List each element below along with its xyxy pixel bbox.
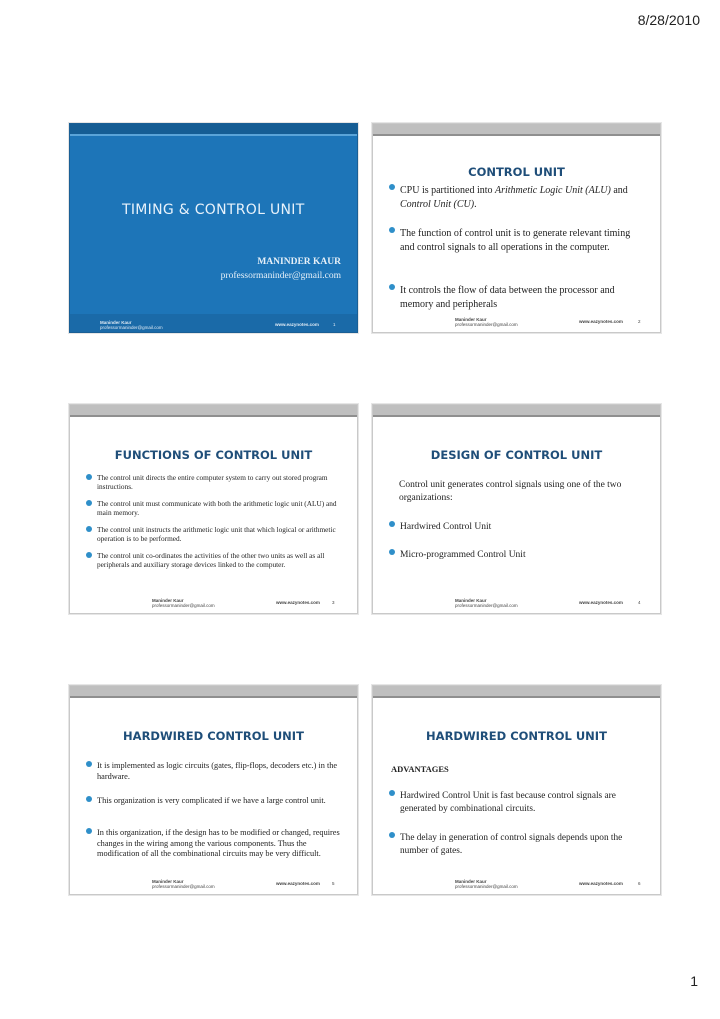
bullet-1 [400, 184, 645, 212]
footer-author: Maninder Kaur [152, 598, 184, 603]
footer-author: Maninder Kaur [455, 879, 487, 884]
footer-site: www.eazynotes.com [579, 881, 623, 886]
bullet-1-em-cu: Control Unit (CU) [400, 199, 475, 210]
footer-site: www.eazynotes.com [276, 881, 320, 886]
footer-email: professormaninder@gmail.com [152, 603, 215, 608]
slide-top-bar [373, 405, 660, 415]
bullet-1: The control unit directs the entire computer system to carry out stored program instructions. [97, 474, 347, 491]
bullet-1-mid: and [610, 185, 628, 196]
slide-number: 6 [638, 881, 641, 886]
slide-2 [372, 123, 661, 333]
slide-email: professormaninder@gmail.com [220, 271, 341, 281]
slide-title: CONTROL UNIT [468, 165, 565, 179]
page-number: 1 [690, 973, 698, 989]
bullet-2: This organization is very complicated if we have a large control unit. [97, 796, 342, 807]
footer-email: professormaninder@gmail.com [455, 603, 518, 608]
bullet-3: In this organization, if the design has to be modified or changed, requires changes in the wiring among the various components. Thus the modification of all the combinational circuits may be very difficult. [97, 828, 342, 860]
bullet-2: The control unit must communicate with both the arithmetic logic unit (ALU) and main memory. [97, 500, 347, 517]
footer-author: Maninder Kaur [100, 320, 132, 325]
slide-title: HARDWIRED CONTROL UNIT [123, 729, 304, 743]
bullet-1-end: . [474, 199, 477, 210]
slide-intro: Control unit generates control signals using one of the two organizations: [399, 480, 622, 503]
slide-title: HARDWIRED CONTROL UNIT [426, 729, 607, 743]
footer-email: professormaninder@gmail.com [100, 325, 163, 330]
footer-site: www.eazynotes.com [579, 319, 623, 324]
slide-5 [69, 685, 358, 895]
slide-top-bar [70, 405, 357, 415]
slide-title: TIMING & CONTROL UNIT [122, 202, 305, 218]
slide-heading: ADVANTAGES [391, 764, 449, 774]
bullet-3: The control unit instructs the arithmetic logic unit that which logical or arithmetic operation is to be performed. [97, 526, 347, 543]
bullet-1: Hardwired Control Unit is fast because control signals are generated by combinational circuits. [400, 790, 645, 816]
bullet-2: The function of control unit is to generate relevant timing and control signals to all operations in the computer. [400, 227, 645, 255]
slide-author: MANINDER KAUR [257, 257, 341, 267]
slide-number: 2 [638, 319, 641, 324]
footer-email: professormaninder@gmail.com [455, 884, 518, 889]
bullet-2: Micro-programmed Control Unit [400, 549, 640, 562]
print-date: 8/28/2010 [637, 12, 700, 28]
bullet-3: It controls the flow of data between the processor and memory and peripherals [400, 284, 645, 312]
footer-author: Maninder Kaur [455, 317, 487, 322]
slide-6 [372, 685, 661, 895]
slide-1 [69, 123, 358, 333]
slide-top-bar [373, 124, 660, 134]
footer-site: www.eazynotes.com [275, 322, 319, 327]
footer-email: professormaninder@gmail.com [152, 884, 215, 889]
slide-top-stripe [70, 134, 357, 136]
footer-site: www.eazynotes.com [579, 600, 623, 605]
footer-email: professormaninder@gmail.com [455, 322, 518, 327]
bullet-4: The control unit co-ordinates the activities of the other two units as well as all peripherals and auxiliary storage devices linked to the computer. [97, 552, 347, 569]
slide-top-bar [373, 686, 660, 696]
slide-number: 4 [638, 600, 641, 605]
bullet-1: It is implemented as logic circuits (gates, flip-flops, decoders etc.) in the hardware. [97, 761, 342, 782]
slide-title: FUNCTIONS OF CONTROL UNIT [114, 448, 313, 462]
slide-4 [372, 404, 661, 614]
slide-top-bar [70, 686, 357, 696]
bullet-1: Hardwired Control Unit [400, 521, 640, 534]
bullet-1-pre: CPU is partitioned into [400, 185, 495, 196]
footer-author: Maninder Kaur [455, 598, 487, 603]
slide-title: DESIGN OF CONTROL UNIT [430, 448, 603, 462]
footer-author: Maninder Kaur [152, 879, 184, 884]
footer-site: www.eazynotes.com [276, 600, 320, 605]
slide-number: 1 [333, 322, 336, 327]
slide-top-band [70, 124, 357, 134]
slide-number: 5 [332, 881, 335, 886]
bullet-1-em-alu: Arithmetic Logic Unit (ALU) [495, 185, 611, 196]
bullet-2: The delay in generation of control signals depends upon the number of gates. [400, 832, 645, 858]
slide-number: 3 [332, 600, 335, 605]
slide-3 [69, 404, 358, 614]
